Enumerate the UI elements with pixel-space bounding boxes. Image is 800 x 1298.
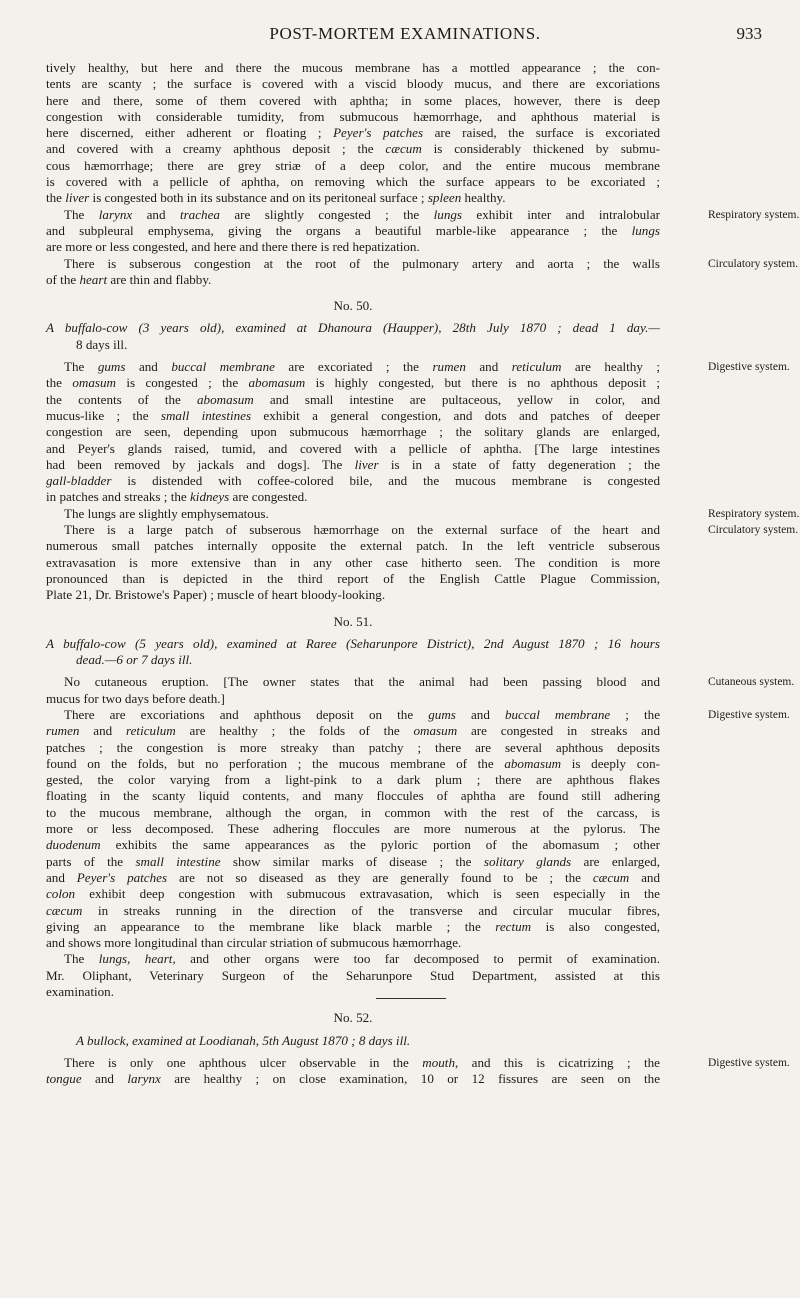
text-line: rumen and reticulum are healthy ; the folds of the omasum are congested in streaks and [46, 723, 661, 739]
text-line: The gums and buccal membrane are excoriated ; the rumen and reticulum are healthy ; Digestive system. [64, 359, 790, 375]
text-line: more or less decomposed. These adhering floccules are more numerous at the pylorus. The [46, 821, 660, 837]
text-line: are more or less congested, and here and there there is red hepatization. [46, 239, 420, 255]
text-line: is covered with a pellicle of aphtha, on removing which the surface appears to be excoriated ; [46, 174, 660, 190]
case-heading: No. 50. [333, 298, 373, 314]
text-line: The lungs, heart, and other organs were too far decomposed to permit of examination. [64, 951, 660, 967]
case-heading: No. 52. [333, 1010, 373, 1026]
text-line: here and there, some of them covered with aphtha; in some places, however, there is deep [46, 92, 660, 108]
text-line: and subpleural emphysema, giving the organs a beautiful marble-like appearance ; the lungs [46, 222, 660, 238]
text-line: had been removed by jackals and dogs]. The liver is in a state of fatty degeneration ; the [46, 456, 661, 472]
text-line: Plate 21, Dr. Bristowe's Paper) ; muscle of heart bloody-looking. [46, 587, 386, 603]
margin-note-respiratory: Respiratory system. [708, 208, 800, 221]
text-line: colon exhibit deep congestion with submucous extravasation, which is seen especially in the [46, 886, 660, 902]
margin-note-circulatory: Circulatory system. [708, 524, 799, 537]
case-title: A buffalo-cow (3 years old), examined at Dhanoura (Haupper), 28th July 1870 ; dead 1 day.— [46, 320, 660, 336]
text-line: There is only one aphthous ulcer observable in the mouth, and this is cicatrizing ; the Digestive system. [64, 1054, 790, 1070]
text-line: tively healthy, but here and there the mucous membrane has a mottled appearance ; the con- [46, 60, 660, 75]
text-line: pronounced than is depicted in the third report of the English Cattle Plague Commission, [46, 570, 660, 586]
margin-note-cutaneous: Cutaneous system. [708, 676, 795, 689]
text-line: the omasum is congested ; the abomasum is highly congested, but there is no aphthous deposit ; [46, 375, 661, 391]
text-line: the contents of the abomasum and small intestine are pultaceous, yellow in color, and [46, 391, 660, 407]
text-line: tongue and larynx are healthy ; on close examination, 10 or 12 fissures are seen on the [46, 1071, 661, 1087]
text-line: The lungs are slightly emphysematous. Respiratory system. [64, 505, 800, 521]
text-line: and shows more longitudinal than circular striation of submucous hæmorrhage. [46, 935, 462, 951]
page-header [48, 24, 762, 48]
text-line: of the heart are thin and flabby. [46, 271, 212, 287]
text-line: and Peyer's glands raised, tumid, and covered with a pellicle of aphtha. [The large intestines [46, 440, 660, 456]
case-title: 8 days ill. [76, 336, 128, 352]
text-line: There is a large patch of subserous hæmorrhage on the external surface of the heart and Circulatory system. [64, 522, 799, 538]
text-line: gall-bladder is distended with coffee-colored bile, and the mucous membrane is congested [46, 473, 660, 489]
text-line: and covered with a creamy aphthous deposit ; the cæcum is considerably thickened by submu- [46, 141, 660, 157]
spacer [46, 288, 660, 298]
page-number: 933 [736, 24, 762, 43]
text-line: the liver is congested both in its substance and on its peritoneal surface ; spleen healthy. [46, 190, 506, 206]
text-line: mucus for two days before death.] [46, 690, 225, 706]
margin-note-circulatory: Circulatory system. [708, 257, 799, 270]
spacer [46, 604, 660, 614]
text-line: extravasation is more extensive than in any other case hitherto seen. The condition is more [46, 554, 660, 570]
body-text [46, 60, 800, 1088]
text-line: congestion are seen, depending upon submucous hæmorrhage ; the solitary glands are enlarged, [46, 424, 660, 440]
section-rule [376, 998, 446, 999]
running-head: POST-MORTEM EXAMINATIONS. [269, 24, 541, 43]
text-line: There are excoriations and aphthous deposit on the gums and buccal membrane ; the Digestive system. [64, 706, 790, 722]
text-line: No cutaneous eruption. [The owner states that the animal had been passing blood and Cutaneous system. [64, 674, 795, 690]
text-line: patches ; the congestion is more streaky than patchy ; there are several aphthous deposits [46, 739, 660, 755]
margin-note-respiratory: Respiratory system. [708, 507, 800, 520]
text-line: cæcum in streaks running in the direction of the transverse and circular mucular fibres, [46, 902, 660, 918]
text-line: congestion with considerable tumidity, from submucous hæmorrhage, and aphthous material is [46, 108, 660, 124]
text-line: The larynx and trachea are slightly congested ; the lungs exhibit inter and intralobular Respiratory system. [64, 206, 800, 222]
text-line: duodenum exhibits the same appearances as the pyloric portion of the abomasum ; other [46, 837, 660, 853]
margin-note-digestive: Digestive system. [708, 361, 790, 374]
text-line: gested, the color varying from a light-pink to a dark plum ; there are aphthous flakes [46, 772, 660, 788]
text-line: Mr. Oliphant, Veterinary Surgeon of the Seharunpore Stud Department, assisted at this [46, 967, 660, 983]
text-line: numerous small patches internally opposite the external patch. In the left ventricle subserous [46, 538, 660, 554]
case-heading: No. 51. [333, 613, 373, 629]
text-line: mucus-like ; the small intestines exhibit a general congestion, and dots and patches of deeper [46, 407, 660, 423]
text-line: parts of the small intestine show similar marks of disease ; the solitary glands are enlarged, [46, 853, 660, 869]
margin-note-digestive: Digestive system. [708, 1056, 790, 1069]
text-line: cous hæmorrhage; there are grey striæ of a deep color, and the entire mucous membrane [46, 157, 660, 173]
text-line: here discerned, either adherent or floating ; Peyer's patches are raised, the surface is excoriated [46, 125, 660, 141]
text-line: in patches and streaks ; the kidneys are congested. [46, 489, 308, 505]
text-line: examination. [46, 984, 660, 1000]
text-line: found on the folds, but no perforation ; the mucous membrane of the abomasum is deeply con- [46, 755, 660, 771]
text-line: giving an appearance to the membrane like black marble ; the rectum is also congested, [46, 918, 660, 934]
text-line: There is subserous congestion at the root of the pulmonary artery and aorta ; the walls Circulatory system. [64, 255, 799, 271]
text-line: and Peyer's patches are not so diseased as they are generally found to be ; the cæcum and [46, 869, 660, 885]
spacer [46, 1000, 660, 1010]
case-title: A buffalo-cow (5 years old), examined at Raree (Seharunpore District), 2nd August 1870 ; 16 hours [46, 635, 660, 651]
case-title: dead.—6 or 7 days ill. [76, 652, 193, 668]
text-line: tents are scanty ; the surface is covered with a viscid bloody mucus, and there are excoriations [46, 76, 660, 92]
margin-note-digestive: Digestive system. [708, 708, 790, 721]
text-line: to the mucous membrane, although the organ, in common with the rest of the carcass, is [46, 804, 660, 820]
case-title: A bullock, examined at Loodianah, 5th August 1870 ; 8 days ill. [76, 1032, 411, 1048]
text-line: floating in the scanty liquid contents, and many floccules of aphtha are found still adhering [46, 788, 660, 804]
